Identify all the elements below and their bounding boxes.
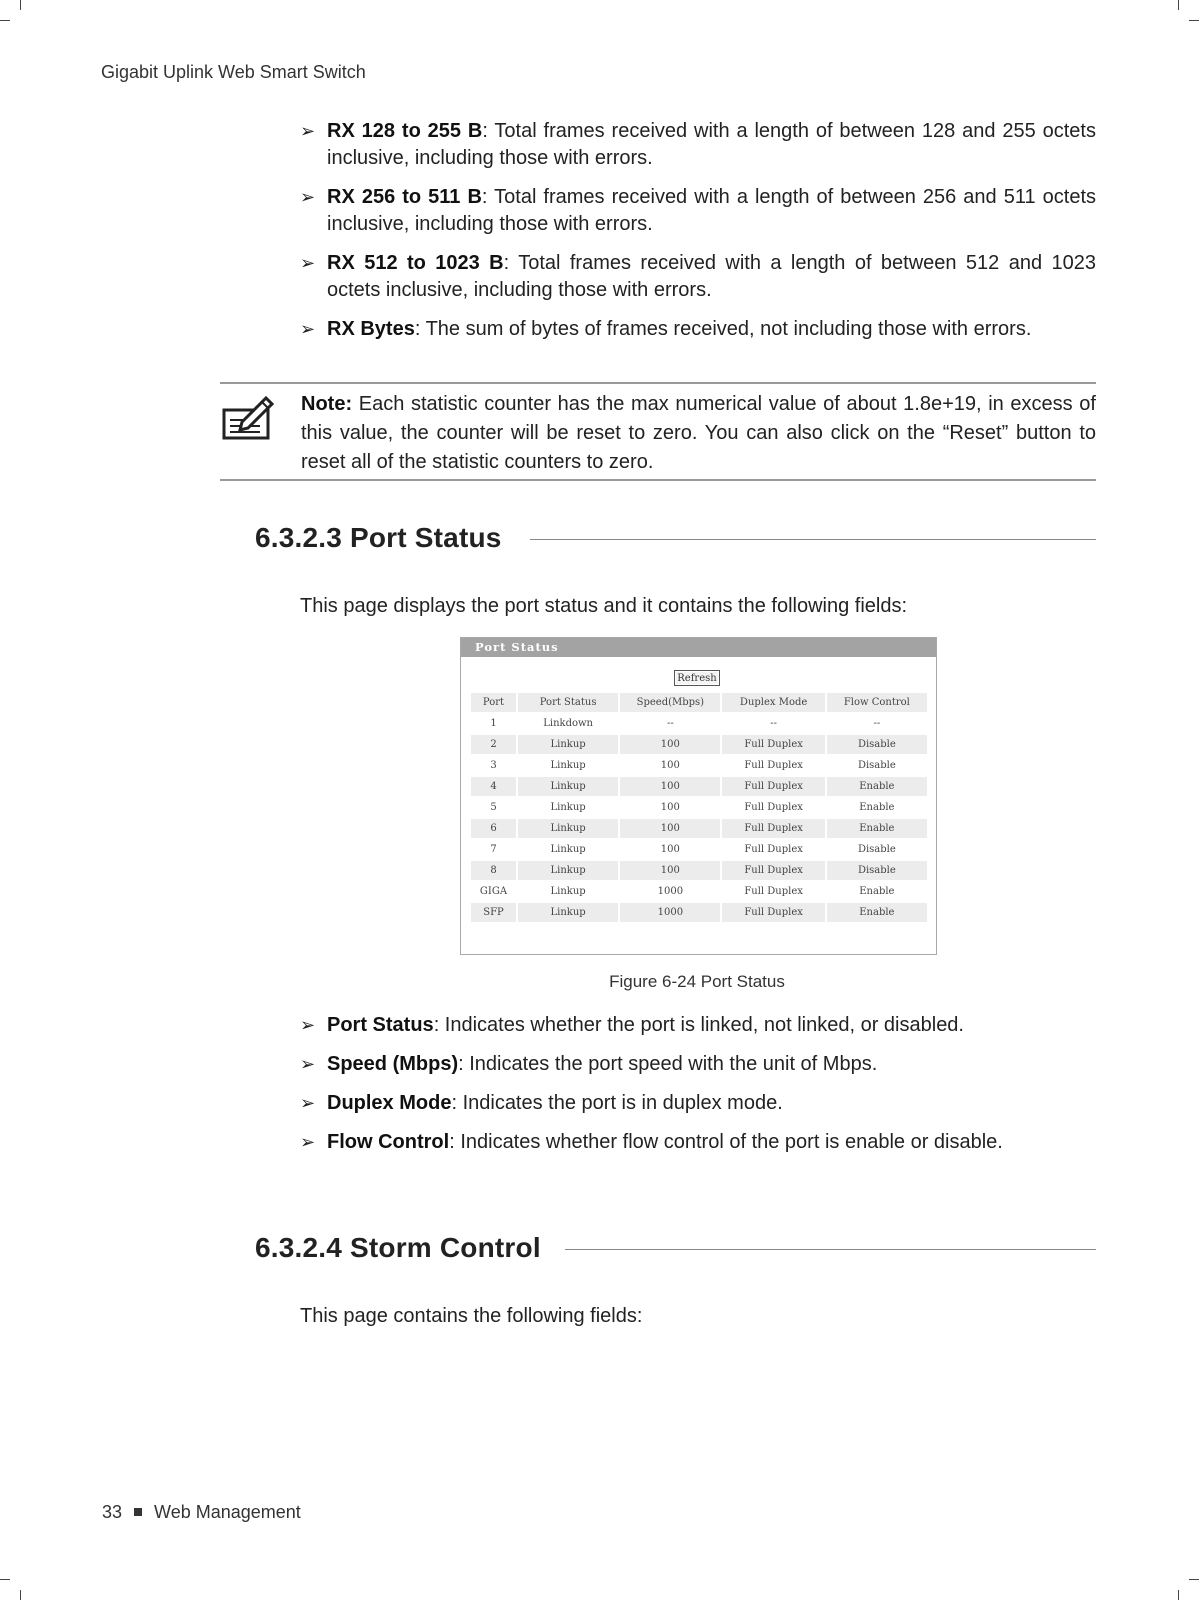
arrow-bullet-icon: ➢ bbox=[300, 1132, 316, 1152]
section-heading-port-status: 6.3.2.3 Port Status bbox=[255, 522, 514, 554]
table-row bbox=[471, 882, 927, 901]
crop-mark bbox=[1178, 1590, 1179, 1600]
table-cell: 1000 bbox=[620, 903, 720, 922]
crop-mark bbox=[20, 1590, 21, 1600]
note-text bbox=[301, 390, 1096, 477]
table-cell: Full Duplex bbox=[722, 903, 824, 922]
bullet-term: RX 256 to 511 B bbox=[327, 186, 482, 208]
panel-title: Port Status bbox=[461, 638, 936, 657]
table-cell: Disable bbox=[827, 756, 927, 775]
table-cell: 8 bbox=[471, 861, 516, 880]
bullet-description: : Indicates the port is in duplex mode. bbox=[451, 1092, 783, 1114]
table-cell: Full Duplex bbox=[722, 798, 824, 817]
bullet-description: : Total frames received with a length of between 256 and 511 octets inclusive, including those with errors. bbox=[327, 186, 1096, 235]
table-cell: Enable bbox=[827, 798, 927, 817]
table-cell: Linkdown bbox=[518, 714, 618, 733]
square-bullet-icon bbox=[134, 1508, 142, 1516]
table-cell: Linkup bbox=[518, 798, 618, 817]
bullet-item bbox=[300, 1012, 1096, 1039]
bullet-term: RX 128 to 255 B bbox=[327, 120, 483, 142]
arrow-bullet-icon: ➢ bbox=[300, 319, 316, 339]
bullet-term: Flow Control bbox=[327, 1131, 450, 1153]
column-header: Flow Control bbox=[827, 693, 927, 712]
table-cell: 5 bbox=[471, 798, 516, 817]
bullet-description: : Indicates the port speed with the unit of Mbps. bbox=[458, 1053, 878, 1075]
crop-mark bbox=[0, 20, 10, 21]
table-cell: Full Duplex bbox=[722, 861, 824, 880]
bullet-term: Speed (Mbps) bbox=[327, 1053, 459, 1075]
bullet-term: RX 512 to 1023 B bbox=[327, 252, 504, 274]
table-cell: 100 bbox=[620, 840, 720, 859]
crop-mark bbox=[1178, 0, 1179, 10]
table-row bbox=[471, 735, 927, 754]
table-cell: Disable bbox=[827, 840, 927, 859]
table-cell: 2 bbox=[471, 735, 516, 754]
table-cell: Enable bbox=[827, 882, 927, 901]
table-header-row bbox=[471, 693, 927, 712]
table-cell: 100 bbox=[620, 756, 720, 775]
table-cell: -- bbox=[827, 714, 927, 733]
arrow-bullet-icon: ➢ bbox=[300, 187, 316, 207]
running-header: Gigabit Uplink Web Smart Switch bbox=[101, 62, 366, 82]
table-cell: Full Duplex bbox=[722, 840, 824, 859]
table-cell: Enable bbox=[827, 903, 927, 922]
table-cell: 100 bbox=[620, 777, 720, 796]
storm-control-intro: This page contains the following fields: bbox=[300, 1305, 643, 1327]
table-cell: -- bbox=[722, 714, 824, 733]
table-cell: Linkup bbox=[518, 861, 618, 880]
table-cell: Disable bbox=[827, 861, 927, 880]
table-cell: Linkup bbox=[518, 903, 618, 922]
table-cell: 1000 bbox=[620, 882, 720, 901]
column-header: Duplex Mode bbox=[722, 693, 824, 712]
crop-mark bbox=[1189, 20, 1199, 21]
note-pencil-icon bbox=[222, 392, 276, 442]
table-row bbox=[471, 714, 927, 733]
bullet-description: : The sum of bytes of frames received, not including those with errors. bbox=[414, 318, 1032, 340]
bullet-item bbox=[300, 118, 1096, 172]
table-cell: 100 bbox=[620, 861, 720, 880]
section-rule bbox=[565, 1249, 1096, 1250]
table-cell: Disable bbox=[827, 735, 927, 754]
table-row bbox=[471, 798, 927, 817]
table-cell: Enable bbox=[827, 777, 927, 796]
note-box bbox=[220, 382, 1096, 481]
table-cell: Linkup bbox=[518, 777, 618, 796]
table-cell: SFP bbox=[471, 903, 516, 922]
table-row bbox=[471, 819, 927, 838]
table-cell: 6 bbox=[471, 819, 516, 838]
section-rule bbox=[530, 539, 1096, 540]
arrow-bullet-icon: ➢ bbox=[300, 1054, 316, 1074]
page-number: 33 bbox=[102, 1502, 123, 1522]
table-cell: 4 bbox=[471, 777, 516, 796]
arrow-bullet-icon: ➢ bbox=[300, 1093, 316, 1113]
crop-mark bbox=[1189, 1579, 1199, 1580]
rx-field-list bbox=[300, 118, 1096, 355]
bullet-description: : Total frames received with a length of between 512 and 1023 octets inclusive, including those with errors. bbox=[327, 252, 1096, 301]
column-header: Port bbox=[471, 693, 516, 712]
column-header: Speed(Mbps) bbox=[620, 693, 720, 712]
section-heading-storm-control: 6.3.2.4 Storm Control bbox=[255, 1232, 553, 1264]
bullet-item bbox=[300, 1129, 1096, 1156]
bullet-description: : Indicates whether the port is linked, not linked, or disabled. bbox=[433, 1014, 964, 1036]
bullet-term: RX Bytes bbox=[327, 318, 415, 340]
crop-mark bbox=[0, 1579, 10, 1580]
arrow-bullet-icon: ➢ bbox=[300, 1015, 316, 1035]
figure-caption: Figure 6-24 Port Status bbox=[609, 972, 785, 991]
table-cell: Full Duplex bbox=[722, 882, 824, 901]
footer-section: Web Management bbox=[154, 1502, 301, 1522]
table-cell: 100 bbox=[620, 819, 720, 838]
bullet-description: : Indicates whether flow control of the port is enable or disable. bbox=[449, 1131, 1003, 1153]
table-cell: Linkup bbox=[518, 840, 618, 859]
table-cell: Full Duplex bbox=[722, 756, 824, 775]
table-cell: 7 bbox=[471, 840, 516, 859]
bullet-item bbox=[300, 184, 1096, 238]
table-row bbox=[471, 903, 927, 922]
arrow-bullet-icon: ➢ bbox=[300, 253, 316, 273]
refresh-button[interactable]: Refresh bbox=[674, 670, 720, 686]
note-body: Each statistic counter has the max numerical value of about 1.8e+19, in excess of this value, the counter will be reset to zero. You can also click on the “Reset” button to reset all of the statistic counters to zero. bbox=[301, 393, 1096, 473]
table-cell: Linkup bbox=[518, 735, 618, 754]
table-cell: 100 bbox=[620, 798, 720, 817]
table-row bbox=[471, 840, 927, 859]
table-cell: Full Duplex bbox=[722, 777, 824, 796]
port-status-intro: This page displays the port status and it contains the following fields: bbox=[300, 595, 908, 617]
table-row bbox=[471, 861, 927, 880]
table-cell: 1 bbox=[471, 714, 516, 733]
bullet-term: Duplex Mode bbox=[327, 1092, 452, 1114]
bullet-description: : Total frames received with a length of between 128 and 255 octets inclusive, including those with errors. bbox=[327, 120, 1096, 169]
note-label: Note: bbox=[301, 393, 353, 415]
table-cell: GIGA bbox=[471, 882, 516, 901]
table-cell: -- bbox=[620, 714, 720, 733]
table-cell: Linkup bbox=[518, 756, 618, 775]
bullet-term: Port Status bbox=[327, 1014, 434, 1036]
crop-mark bbox=[20, 0, 21, 10]
port-status-screenshot bbox=[460, 637, 937, 955]
table-row bbox=[471, 777, 927, 796]
bullet-item bbox=[300, 250, 1096, 304]
port-status-table bbox=[469, 691, 929, 924]
table-cell: Full Duplex bbox=[722, 819, 824, 838]
table-cell: Linkup bbox=[518, 819, 618, 838]
bullet-item bbox=[300, 1051, 1096, 1078]
bullet-item bbox=[300, 1090, 1096, 1117]
table-cell: Linkup bbox=[518, 882, 618, 901]
table-cell: Enable bbox=[827, 819, 927, 838]
port-field-list bbox=[300, 1012, 1096, 1168]
page-footer bbox=[102, 1502, 301, 1523]
table-cell: 100 bbox=[620, 735, 720, 754]
bullet-item bbox=[300, 316, 1096, 343]
column-header: Port Status bbox=[518, 693, 618, 712]
arrow-bullet-icon: ➢ bbox=[300, 121, 316, 141]
table-row bbox=[471, 756, 927, 775]
table-cell: 3 bbox=[471, 756, 516, 775]
table-cell: Full Duplex bbox=[722, 735, 824, 754]
